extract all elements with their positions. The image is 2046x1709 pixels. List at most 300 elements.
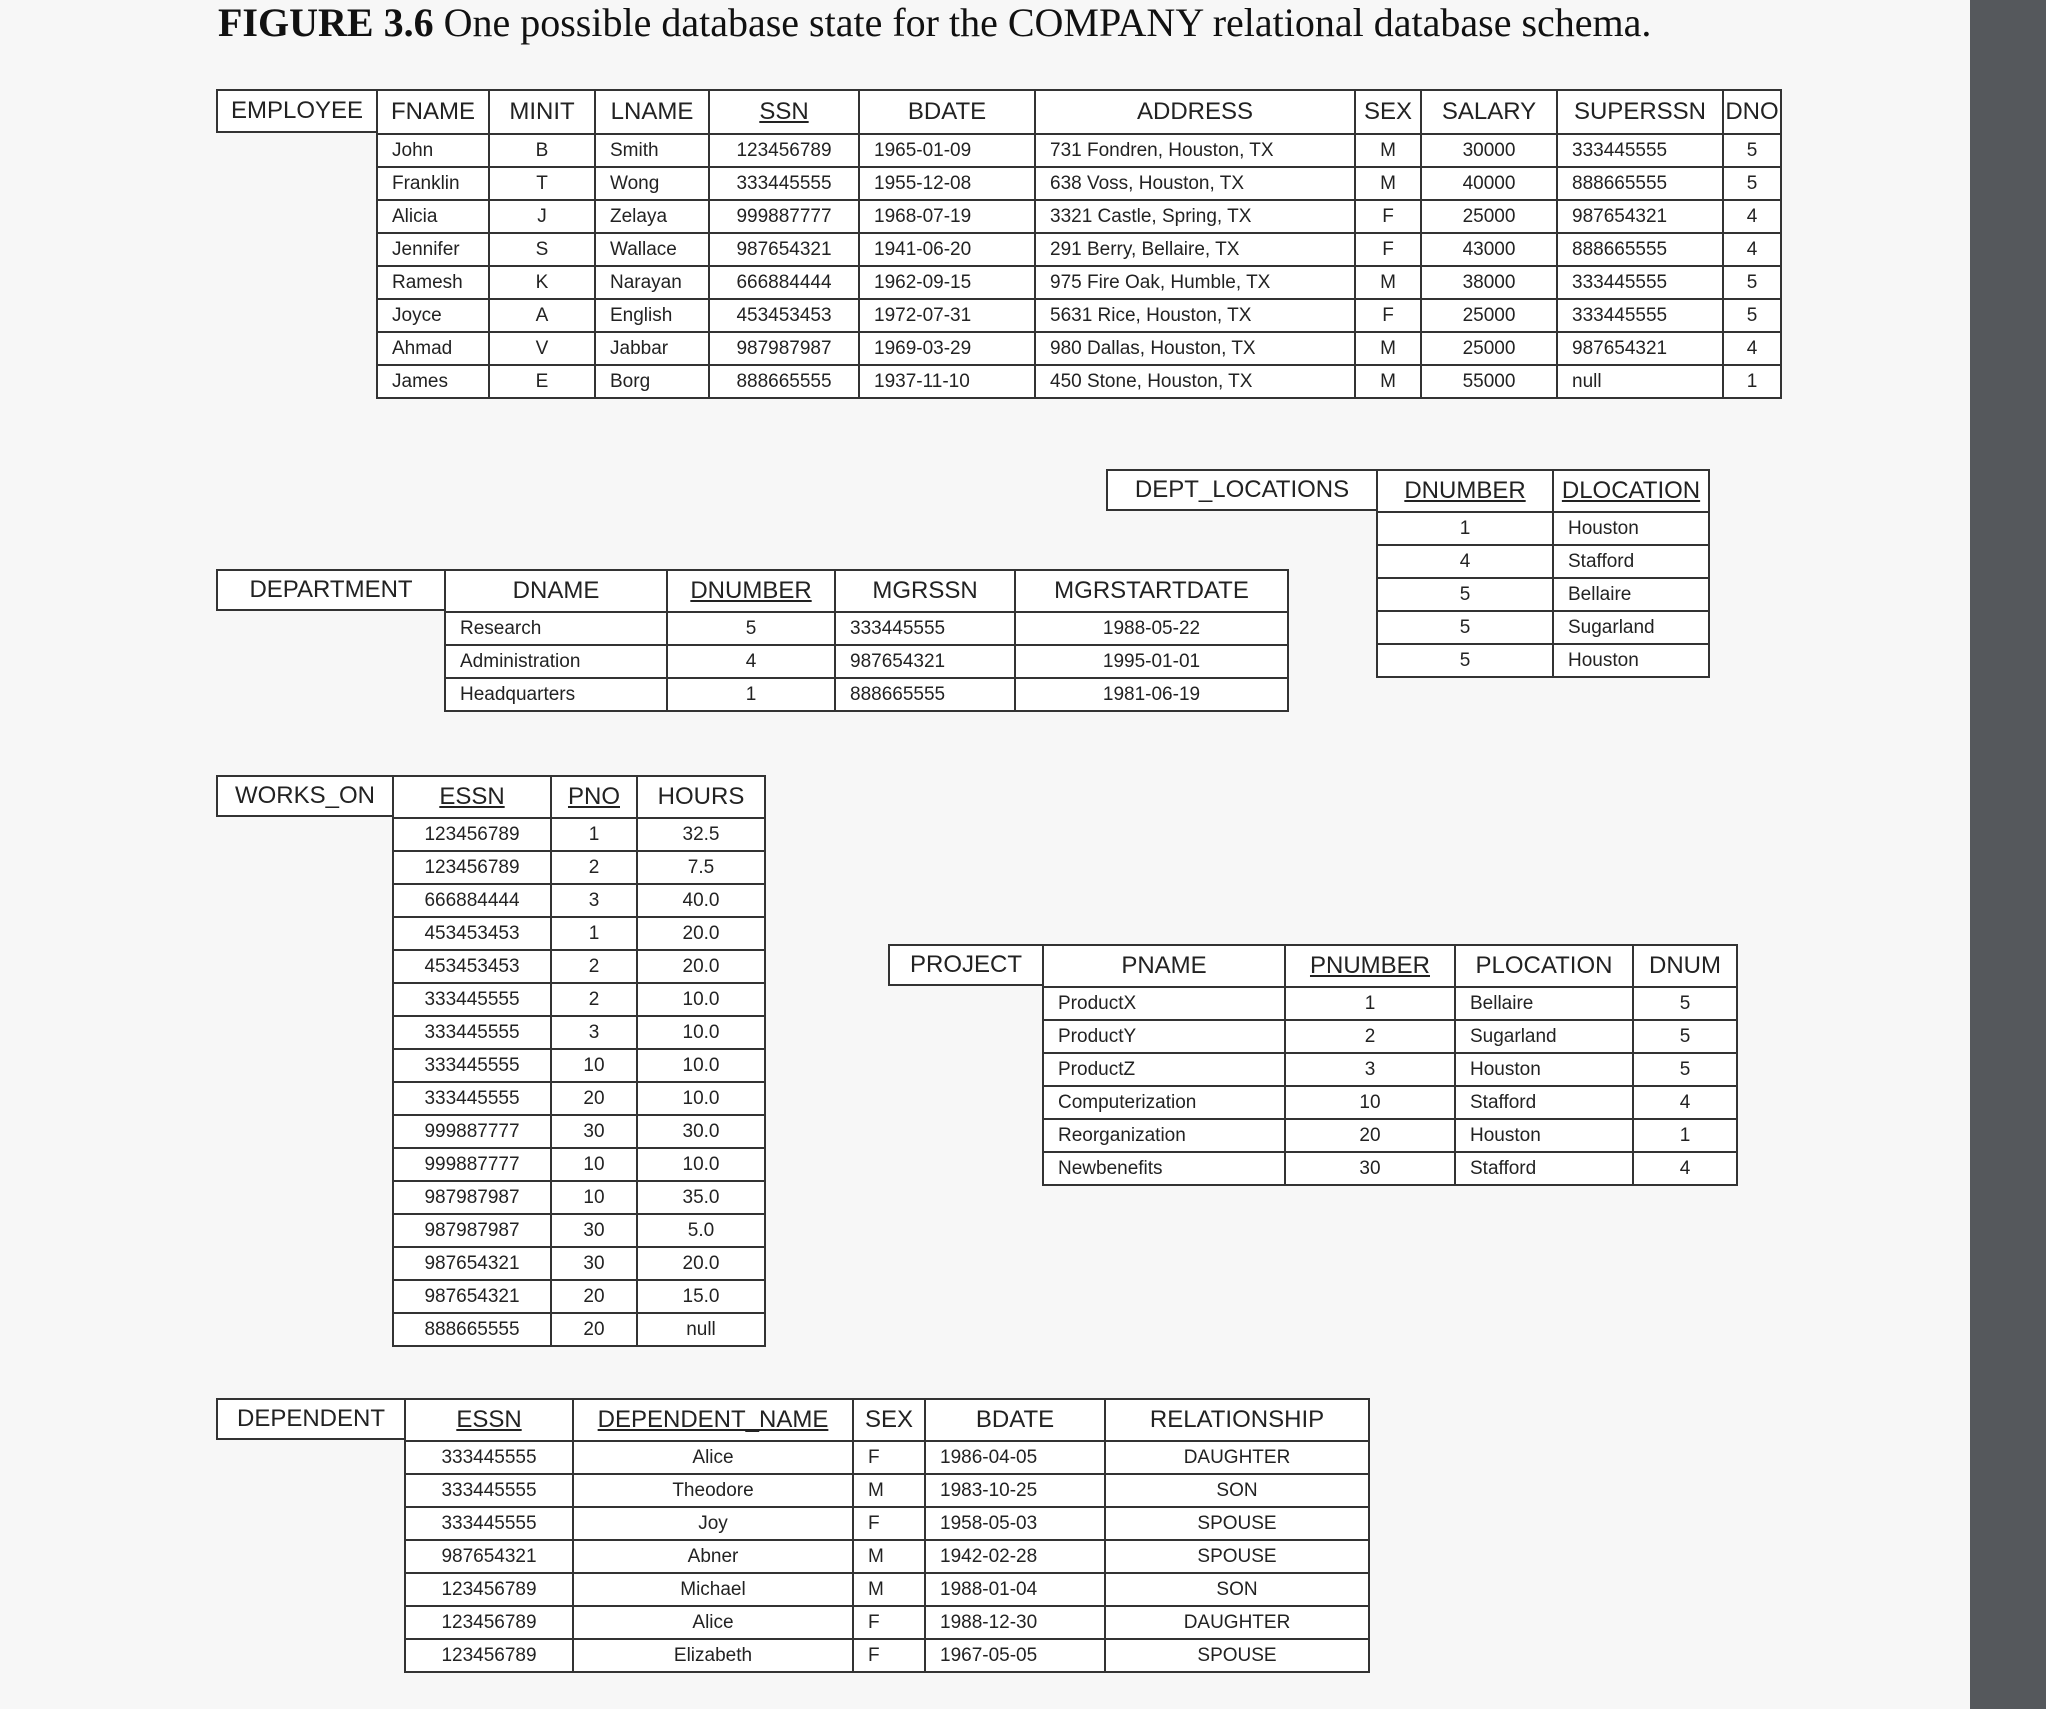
employee-column-header: SUPERSSN <box>1557 90 1723 134</box>
employee-cell: F <box>1355 299 1421 332</box>
employee-cell: 333445555 <box>1557 266 1723 299</box>
dependent-cell: 123456789 <box>405 1606 573 1639</box>
works-on-cell: 20 <box>551 1313 637 1346</box>
dependent-cell: 333445555 <box>405 1507 573 1540</box>
dependent-cell: DAUGHTER <box>1105 1606 1369 1639</box>
dependent-table <box>404 1398 1370 1673</box>
employee-cell: Ahmad <box>377 332 489 365</box>
works-on-cell: 30 <box>551 1214 637 1247</box>
employee-cell: Jabbar <box>595 332 709 365</box>
works-on-key-attribute: ESSN <box>439 783 505 810</box>
department-row <box>445 612 1288 645</box>
employee-cell: 25000 <box>1421 299 1557 332</box>
dept-locations-cell: 5 <box>1377 578 1553 611</box>
dependent-cell: SPOUSE <box>1105 1639 1369 1672</box>
works-on-cell: 20.0 <box>637 950 765 983</box>
employee-cell: J <box>489 200 595 233</box>
employee-cell: F <box>1355 233 1421 266</box>
employee-cell: 123456789 <box>709 134 859 167</box>
employee-key-attribute: SSN <box>759 98 809 125</box>
dept-locations-row <box>1377 512 1709 545</box>
works-on-cell: 30.0 <box>637 1115 765 1148</box>
dependent-row <box>405 1441 1369 1474</box>
works-on-cell: 666884444 <box>393 884 551 917</box>
works-on-cell: 10.0 <box>637 1082 765 1115</box>
employee-column-header: SEX <box>1355 90 1421 134</box>
works-on-cell: 40.0 <box>637 884 765 917</box>
works-on-cell: 10.0 <box>637 1148 765 1181</box>
works-on-cell: 10 <box>551 1148 637 1181</box>
project-cell: 20 <box>1285 1119 1455 1152</box>
employee-row <box>377 167 1781 200</box>
employee-cell: 1 <box>1723 365 1781 398</box>
dependent-row <box>405 1606 1369 1639</box>
department-table <box>444 569 1289 712</box>
dependent-cell: 1988-12-30 <box>925 1606 1105 1639</box>
dept-locations-row <box>1377 611 1709 644</box>
dependent-row <box>405 1507 1369 1540</box>
employee-cell: 1962-09-15 <box>859 266 1035 299</box>
project-column-header: PLOCATION <box>1455 945 1633 987</box>
dependent-relation-name: DEPENDENT <box>216 1398 406 1440</box>
works-on-cell: 3 <box>551 884 637 917</box>
employee-cell: 25000 <box>1421 200 1557 233</box>
dependent-cell: Alice <box>573 1606 853 1639</box>
employee-cell: John <box>377 134 489 167</box>
project-cell: 5 <box>1633 1053 1737 1086</box>
employee-row <box>377 266 1781 299</box>
department-cell: 987654321 <box>835 645 1015 678</box>
works-on-cell: 333445555 <box>393 1016 551 1049</box>
works-on-cell: 999887777 <box>393 1115 551 1148</box>
employee-cell: 987654321 <box>1557 332 1723 365</box>
employee-cell: 666884444 <box>709 266 859 299</box>
works-on-cell: 35.0 <box>637 1181 765 1214</box>
dept-locations-relation-name: DEPT_LOCATIONS <box>1106 469 1378 511</box>
employee-cell: E <box>489 365 595 398</box>
dept-locations-key-attribute: DNUMBER <box>1404 477 1526 504</box>
employee-column-header: MINIT <box>489 90 595 134</box>
works-on-cell: 987987987 <box>393 1214 551 1247</box>
employee-row <box>377 134 1781 167</box>
project-cell: 2 <box>1285 1020 1455 1053</box>
employee-row <box>377 365 1781 398</box>
dependent-cell: SPOUSE <box>1105 1507 1369 1540</box>
works-on-row <box>393 1016 765 1049</box>
works-on-cell: 333445555 <box>393 1049 551 1082</box>
employee-cell: 5 <box>1723 167 1781 200</box>
employee-cell: M <box>1355 365 1421 398</box>
employee-cell: 1972-07-31 <box>859 299 1035 332</box>
dept-locations-cell: Sugarland <box>1553 611 1709 644</box>
dept-locations-column-header <box>1377 470 1553 512</box>
dependent-cell: Joy <box>573 1507 853 1540</box>
dependent-column-header: BDATE <box>925 1399 1105 1441</box>
works-on-row <box>393 851 765 884</box>
dependent-cell: 1967-05-05 <box>925 1639 1105 1672</box>
employee-cell: 987654321 <box>709 233 859 266</box>
employee-cell: 333445555 <box>1557 299 1723 332</box>
works-on-cell: 7.5 <box>637 851 765 884</box>
employee-cell: 333445555 <box>709 167 859 200</box>
employee-row <box>377 332 1781 365</box>
dept-locations-key-attribute: DLOCATION <box>1561 477 1701 504</box>
dependent-cell: SON <box>1105 1573 1369 1606</box>
works-on-cell: 10.0 <box>637 983 765 1016</box>
employee-cell: 4 <box>1723 332 1781 365</box>
project-cell: Stafford <box>1455 1152 1633 1185</box>
dept-locations-cell: 4 <box>1377 545 1553 578</box>
department-cell: Headquarters <box>445 678 667 711</box>
works-on-row <box>393 1247 765 1280</box>
works-on-table <box>392 775 766 1347</box>
dependent-cell: DAUGHTER <box>1105 1441 1369 1474</box>
employee-cell: 333445555 <box>1557 134 1723 167</box>
figure-label: FIGURE 3.6 <box>218 0 434 45</box>
dependent-cell: 123456789 <box>405 1573 573 1606</box>
department-column-header: MGRSSN <box>835 570 1015 612</box>
works-on-cell: 123456789 <box>393 851 551 884</box>
scrollbar-panel[interactable] <box>1970 0 2046 1709</box>
department-cell: Research <box>445 612 667 645</box>
works-on-cell: 453453453 <box>393 950 551 983</box>
works-on-row <box>393 1115 765 1148</box>
department-cell: Administration <box>445 645 667 678</box>
works-on-row <box>393 884 765 917</box>
employee-cell: Ramesh <box>377 266 489 299</box>
department-key-attribute: DNUMBER <box>690 577 812 604</box>
department-cell: 1 <box>667 678 835 711</box>
project-cell: 4 <box>1633 1152 1737 1185</box>
department-cell: 888665555 <box>835 678 1015 711</box>
project-cell: 3 <box>1285 1053 1455 1086</box>
employee-cell: 4 <box>1723 233 1781 266</box>
works-on-key-attribute: PNO <box>567 783 620 810</box>
works-on-cell: 10.0 <box>637 1049 765 1082</box>
works-on-cell: 2 <box>551 851 637 884</box>
employee-row <box>377 299 1781 332</box>
dependent-cell: Michael <box>573 1573 853 1606</box>
works-on-cell: 15.0 <box>637 1280 765 1313</box>
dependent-cell: M <box>853 1540 925 1573</box>
project-cell: 1 <box>1285 987 1455 1020</box>
works-on-cell: 453453453 <box>393 917 551 950</box>
project-column-header <box>1285 945 1455 987</box>
employee-cell: 1955-12-08 <box>859 167 1035 200</box>
dependent-cell: 123456789 <box>405 1639 573 1672</box>
employee-cell: 3321 Castle, Spring, TX <box>1035 200 1355 233</box>
employee-cell: 987654321 <box>1557 200 1723 233</box>
project-row <box>1043 987 1737 1020</box>
employee-cell: English <box>595 299 709 332</box>
department-row <box>445 678 1288 711</box>
employee-cell: 4 <box>1723 200 1781 233</box>
employee-cell: 25000 <box>1421 332 1557 365</box>
department-cell: 1988-05-22 <box>1015 612 1288 645</box>
employee-cell: S <box>489 233 595 266</box>
project-cell: 30 <box>1285 1152 1455 1185</box>
project-cell: 10 <box>1285 1086 1455 1119</box>
works-on-row <box>393 950 765 983</box>
department-cell: 4 <box>667 645 835 678</box>
employee-cell: 888665555 <box>1557 167 1723 200</box>
works-on-cell: 10 <box>551 1049 637 1082</box>
department-cell: 1981-06-19 <box>1015 678 1288 711</box>
dept-locations-cell: 1 <box>1377 512 1553 545</box>
dependent-cell: M <box>853 1474 925 1507</box>
works-on-row <box>393 818 765 851</box>
works-on-cell: 20 <box>551 1082 637 1115</box>
project-cell: ProductX <box>1043 987 1285 1020</box>
department-cell: 5 <box>667 612 835 645</box>
employee-cell: 5 <box>1723 134 1781 167</box>
dependent-row <box>405 1639 1369 1672</box>
employee-cell: M <box>1355 167 1421 200</box>
project-cell: Newbenefits <box>1043 1152 1285 1185</box>
dept-locations-cell: 5 <box>1377 611 1553 644</box>
project-table <box>1042 944 1738 1186</box>
dependent-cell: Theodore <box>573 1474 853 1507</box>
employee-cell: 888665555 <box>1557 233 1723 266</box>
project-cell: 5 <box>1633 987 1737 1020</box>
dependent-column-header <box>573 1399 853 1441</box>
dependent-row <box>405 1474 1369 1507</box>
works-on-row <box>393 1313 765 1346</box>
dept-locations-row <box>1377 545 1709 578</box>
works-on-cell: 20.0 <box>637 1247 765 1280</box>
department-column-header <box>667 570 835 612</box>
project-cell: 5 <box>1633 1020 1737 1053</box>
works-on-row <box>393 1280 765 1313</box>
dependent-cell: 1983-10-25 <box>925 1474 1105 1507</box>
dependent-cell: 1958-05-03 <box>925 1507 1105 1540</box>
employee-cell: Joyce <box>377 299 489 332</box>
project-cell: Sugarland <box>1455 1020 1633 1053</box>
employee-cell: 888665555 <box>709 365 859 398</box>
employee-cell: null <box>1557 365 1723 398</box>
employee-cell: 1969-03-29 <box>859 332 1035 365</box>
employee-column-header: FNAME <box>377 90 489 134</box>
employee-cell: Jennifer <box>377 233 489 266</box>
project-relation-name: PROJECT <box>888 944 1044 986</box>
works-on-cell: 333445555 <box>393 1082 551 1115</box>
employee-cell: F <box>1355 200 1421 233</box>
employee-cell: M <box>1355 134 1421 167</box>
dependent-column-header: RELATIONSHIP <box>1105 1399 1369 1441</box>
dependent-cell: 333445555 <box>405 1441 573 1474</box>
dependent-cell: SON <box>1105 1474 1369 1507</box>
works-on-row <box>393 1214 765 1247</box>
works-on-cell: 999887777 <box>393 1148 551 1181</box>
department-column-header: DNAME <box>445 570 667 612</box>
dept-locations-row <box>1377 644 1709 677</box>
works-on-cell: 20.0 <box>637 917 765 950</box>
employee-cell: M <box>1355 332 1421 365</box>
project-cell: Bellaire <box>1455 987 1633 1020</box>
project-cell: ProductZ <box>1043 1053 1285 1086</box>
employee-cell: 450 Stone, Houston, TX <box>1035 365 1355 398</box>
works-on-cell: 32.5 <box>637 818 765 851</box>
dependent-cell: 333445555 <box>405 1474 573 1507</box>
employee-column-header: LNAME <box>595 90 709 134</box>
employee-cell: Franklin <box>377 167 489 200</box>
works-on-cell: 1 <box>551 917 637 950</box>
works-on-cell: 30 <box>551 1247 637 1280</box>
employee-row <box>377 200 1781 233</box>
works-on-cell: 333445555 <box>393 983 551 1016</box>
employee-cell: 999887777 <box>709 200 859 233</box>
employee-cell: Zelaya <box>595 200 709 233</box>
employee-cell: Borg <box>595 365 709 398</box>
dependent-cell: Elizabeth <box>573 1639 853 1672</box>
figure-caption-text: One possible database state for the COMPANY relational database schema. <box>443 0 1652 45</box>
dependent-cell: F <box>853 1639 925 1672</box>
project-key-attribute: PNUMBER <box>1309 952 1430 979</box>
dept-locations-cell: Houston <box>1553 512 1709 545</box>
dependent-key-attribute: ESSN <box>456 1406 522 1433</box>
employee-cell: K <box>489 266 595 299</box>
project-cell: Reorganization <box>1043 1119 1285 1152</box>
works-on-cell: 10 <box>551 1181 637 1214</box>
employee-cell: James <box>377 365 489 398</box>
employee-cell: Wallace <box>595 233 709 266</box>
works-on-cell: 1 <box>551 818 637 851</box>
project-cell: 1 <box>1633 1119 1737 1152</box>
department-cell: 333445555 <box>835 612 1015 645</box>
works-on-row <box>393 1049 765 1082</box>
project-cell: Houston <box>1455 1119 1633 1152</box>
dependent-key-attribute: DEPENDENT_NAME <box>597 1406 829 1433</box>
employee-cell: 1937-11-10 <box>859 365 1035 398</box>
dept-locations-cell: Stafford <box>1553 545 1709 578</box>
employee-cell: 1968-07-19 <box>859 200 1035 233</box>
works-on-cell: 2 <box>551 950 637 983</box>
works-on-cell: 10.0 <box>637 1016 765 1049</box>
employee-column-header: BDATE <box>859 90 1035 134</box>
works-on-row <box>393 917 765 950</box>
works-on-cell: 987654321 <box>393 1247 551 1280</box>
works-on-cell: 20 <box>551 1280 637 1313</box>
employee-cell: 30000 <box>1421 134 1557 167</box>
works-on-relation-name: WORKS_ON <box>216 775 394 817</box>
employee-cell: Wong <box>595 167 709 200</box>
dependent-cell: F <box>853 1441 925 1474</box>
works-on-cell: 987987987 <box>393 1181 551 1214</box>
works-on-cell: 3 <box>551 1016 637 1049</box>
project-cell: Computerization <box>1043 1086 1285 1119</box>
works-on-cell: 5.0 <box>637 1214 765 1247</box>
works-on-row <box>393 1148 765 1181</box>
employee-cell: V <box>489 332 595 365</box>
project-column-header: PNAME <box>1043 945 1285 987</box>
dependent-column-header: SEX <box>853 1399 925 1441</box>
dependent-row <box>405 1540 1369 1573</box>
department-relation-name: DEPARTMENT <box>216 569 446 611</box>
employee-cell: 5 <box>1723 266 1781 299</box>
employee-cell: 5631 Rice, Houston, TX <box>1035 299 1355 332</box>
employee-cell: 975 Fire Oak, Humble, TX <box>1035 266 1355 299</box>
dept-locations-table <box>1376 469 1710 678</box>
dependent-cell: Alice <box>573 1441 853 1474</box>
dependent-cell: Abner <box>573 1540 853 1573</box>
dependent-column-header <box>405 1399 573 1441</box>
dependent-cell: M <box>853 1573 925 1606</box>
employee-column-header: ADDRESS <box>1035 90 1355 134</box>
works-on-cell: null <box>637 1313 765 1346</box>
project-row <box>1043 1086 1737 1119</box>
employee-cell: 1941-06-20 <box>859 233 1035 266</box>
dept-locations-cell: 5 <box>1377 644 1553 677</box>
project-row <box>1043 1152 1737 1185</box>
employee-table <box>376 89 1782 399</box>
project-cell: Stafford <box>1455 1086 1633 1119</box>
employee-cell: 291 Berry, Bellaire, TX <box>1035 233 1355 266</box>
works-on-cell: 30 <box>551 1115 637 1148</box>
works-on-column-header <box>551 776 637 818</box>
employee-cell: B <box>489 134 595 167</box>
employee-column-header: SALARY <box>1421 90 1557 134</box>
employee-cell: 5 <box>1723 299 1781 332</box>
dependent-cell: 1942-02-28 <box>925 1540 1105 1573</box>
works-on-cell: 2 <box>551 983 637 1016</box>
project-cell: ProductY <box>1043 1020 1285 1053</box>
project-cell: 4 <box>1633 1086 1737 1119</box>
dependent-cell: 987654321 <box>405 1540 573 1573</box>
figure-caption <box>218 0 1651 46</box>
project-row <box>1043 1020 1737 1053</box>
employee-cell: Alicia <box>377 200 489 233</box>
department-cell: 1995-01-01 <box>1015 645 1288 678</box>
employee-cell: 43000 <box>1421 233 1557 266</box>
works-on-column-header: HOURS <box>637 776 765 818</box>
dependent-row <box>405 1573 1369 1606</box>
employee-cell: 38000 <box>1421 266 1557 299</box>
department-row <box>445 645 1288 678</box>
works-on-cell: 888665555 <box>393 1313 551 1346</box>
employee-cell: 453453453 <box>709 299 859 332</box>
dept-locations-cell: Houston <box>1553 644 1709 677</box>
department-column-header: MGRSTARTDATE <box>1015 570 1288 612</box>
dependent-cell: 1988-01-04 <box>925 1573 1105 1606</box>
dependent-cell: SPOUSE <box>1105 1540 1369 1573</box>
project-row <box>1043 1119 1737 1152</box>
employee-cell: 638 Voss, Houston, TX <box>1035 167 1355 200</box>
dept-locations-cell: Bellaire <box>1553 578 1709 611</box>
employee-column-header: DNO <box>1723 90 1781 134</box>
works-on-cell: 123456789 <box>393 818 551 851</box>
works-on-row <box>393 983 765 1016</box>
employee-row <box>377 233 1781 266</box>
employee-cell: 980 Dallas, Houston, TX <box>1035 332 1355 365</box>
dependent-cell: F <box>853 1507 925 1540</box>
employee-cell: 731 Fondren, Houston, TX <box>1035 134 1355 167</box>
works-on-cell: 987654321 <box>393 1280 551 1313</box>
dept-locations-column-header <box>1553 470 1709 512</box>
employee-cell: Narayan <box>595 266 709 299</box>
works-on-row <box>393 1082 765 1115</box>
works-on-column-header <box>393 776 551 818</box>
dependent-cell: F <box>853 1606 925 1639</box>
dependent-cell: 1986-04-05 <box>925 1441 1105 1474</box>
employee-relation-name: EMPLOYEE <box>216 89 378 133</box>
employee-cell: Smith <box>595 134 709 167</box>
employee-cell: 1965-01-09 <box>859 134 1035 167</box>
project-row <box>1043 1053 1737 1086</box>
employee-cell: T <box>489 167 595 200</box>
employee-column-header <box>709 90 859 134</box>
works-on-row <box>393 1181 765 1214</box>
employee-cell: M <box>1355 266 1421 299</box>
